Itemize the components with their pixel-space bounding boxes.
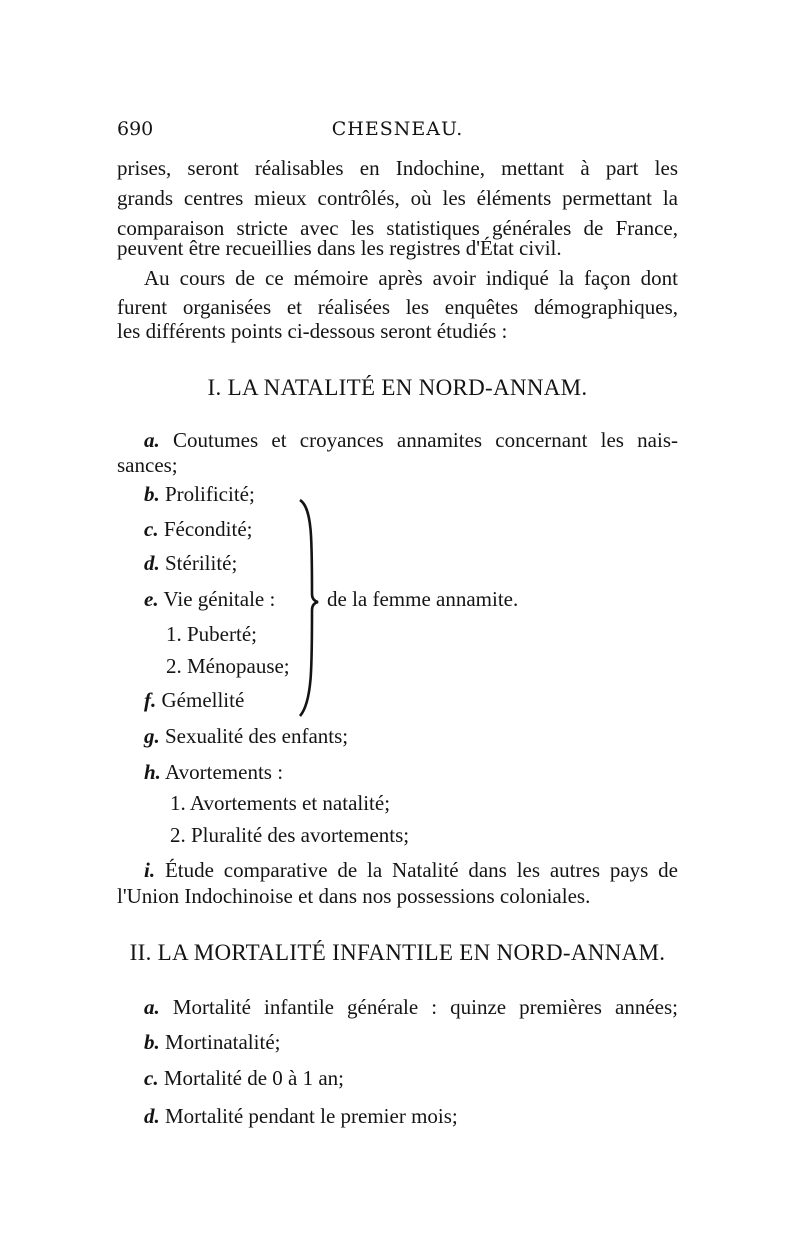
item-text: Stérilité; [165, 551, 238, 575]
item-letter: a. [144, 995, 160, 1019]
sub-text: Pluralité des avortements; [191, 823, 410, 847]
running-head: CHESNEAU. [331, 118, 464, 140]
item-letter: i. [144, 858, 156, 882]
item-letter: c. [144, 517, 159, 541]
item-letter: d. [144, 1104, 160, 1128]
item-a-line1 [144, 425, 678, 455]
item-text: Sexualité des enfants; [165, 724, 349, 748]
list-item-e [144, 584, 275, 614]
item-text: Mortinatalité; [165, 1030, 281, 1054]
list-item-c [144, 1063, 344, 1093]
item-text: Gémellité [161, 688, 245, 712]
intro-line: peuvent être recueillies dans les registres d'État civil. [117, 236, 562, 260]
item-letter: g. [144, 724, 160, 748]
intro-line: comparaison stricte avec les statistiques générales de France, [117, 216, 678, 240]
item-text: Vie génitale : [163, 587, 276, 611]
list-item-b [144, 479, 255, 509]
item-text: Mortalité pendant le premier mois; [165, 1104, 458, 1128]
item-letter: b. [144, 1030, 160, 1054]
item-letter: a. [144, 428, 160, 452]
item-text: Avortements : [165, 760, 284, 784]
item-letter: h. [144, 760, 161, 784]
section-heading-mortalite: II. LA MORTALITÉ INFANTILE EN NORD-ANNAM. [129, 940, 666, 965]
intro-line: Au cours de ce mémoire après avoir indiqué la façon dont [144, 266, 678, 290]
list-item-b [144, 1027, 280, 1057]
intro-line: prises, seront réalisables en Indochine, mettant à part les [117, 156, 678, 180]
sub-text: Avortements et natalité; [189, 791, 391, 815]
item-text: Mortalité de 0 à 1 an; [163, 1066, 345, 1090]
item-i-line2: l'Union Indochinoise et dans nos possessions coloniales. [117, 884, 591, 908]
right-brace [298, 498, 320, 718]
sub-number: 2. [170, 823, 186, 847]
section-heading-natalite: I. LA NATALITÉ EN NORD-ANNAM. [207, 375, 588, 400]
sub-item-h1 [170, 788, 390, 818]
item-letter: c. [144, 1066, 159, 1090]
item-letter: b. [144, 482, 160, 506]
list-item-a [144, 992, 678, 1022]
page-number: 690 [117, 118, 154, 140]
list-item-h [144, 757, 283, 787]
list-item-f [144, 685, 244, 715]
item-letter: f. [144, 688, 157, 712]
sub-number: 2. [166, 654, 182, 678]
sub-number: 1. [170, 791, 186, 815]
sub-item-h2 [170, 820, 409, 850]
item-letter: e. [144, 587, 159, 611]
sub-text: Puberté; [187, 622, 257, 646]
list-item-c [144, 514, 252, 544]
item-text: Mortalité infantile générale : quinze premières années; [172, 995, 678, 1019]
sub-item-e2 [166, 651, 290, 681]
item-text: Prolificité; [165, 482, 255, 506]
item-text: Coutumes et croyances annamites concernant les nais- [172, 428, 679, 452]
list-item-g [144, 721, 348, 751]
item-letter: d. [144, 551, 160, 575]
list-item-d [144, 1101, 458, 1131]
item-text: Fécondité; [163, 517, 253, 541]
sub-item-e1 [166, 619, 257, 649]
brace-annotation: de la femme annamite. [327, 587, 519, 611]
sub-number: 1. [166, 622, 182, 646]
intro-line: furent organisées et réalisées les enquêtes démographiques, [117, 295, 678, 319]
intro-line: les différents points ci-dessous seront étudiés : [117, 319, 508, 343]
intro-line: grands centres mieux contrôlés, où les éléments permettant la [117, 186, 678, 210]
page-header [117, 118, 678, 148]
item-a-line2: sances; [117, 453, 178, 477]
list-item-d [144, 548, 237, 578]
item-text: Étude comparative de la Natalité dans les autres pays de [164, 858, 678, 882]
sub-text: Ménopause; [187, 654, 290, 678]
